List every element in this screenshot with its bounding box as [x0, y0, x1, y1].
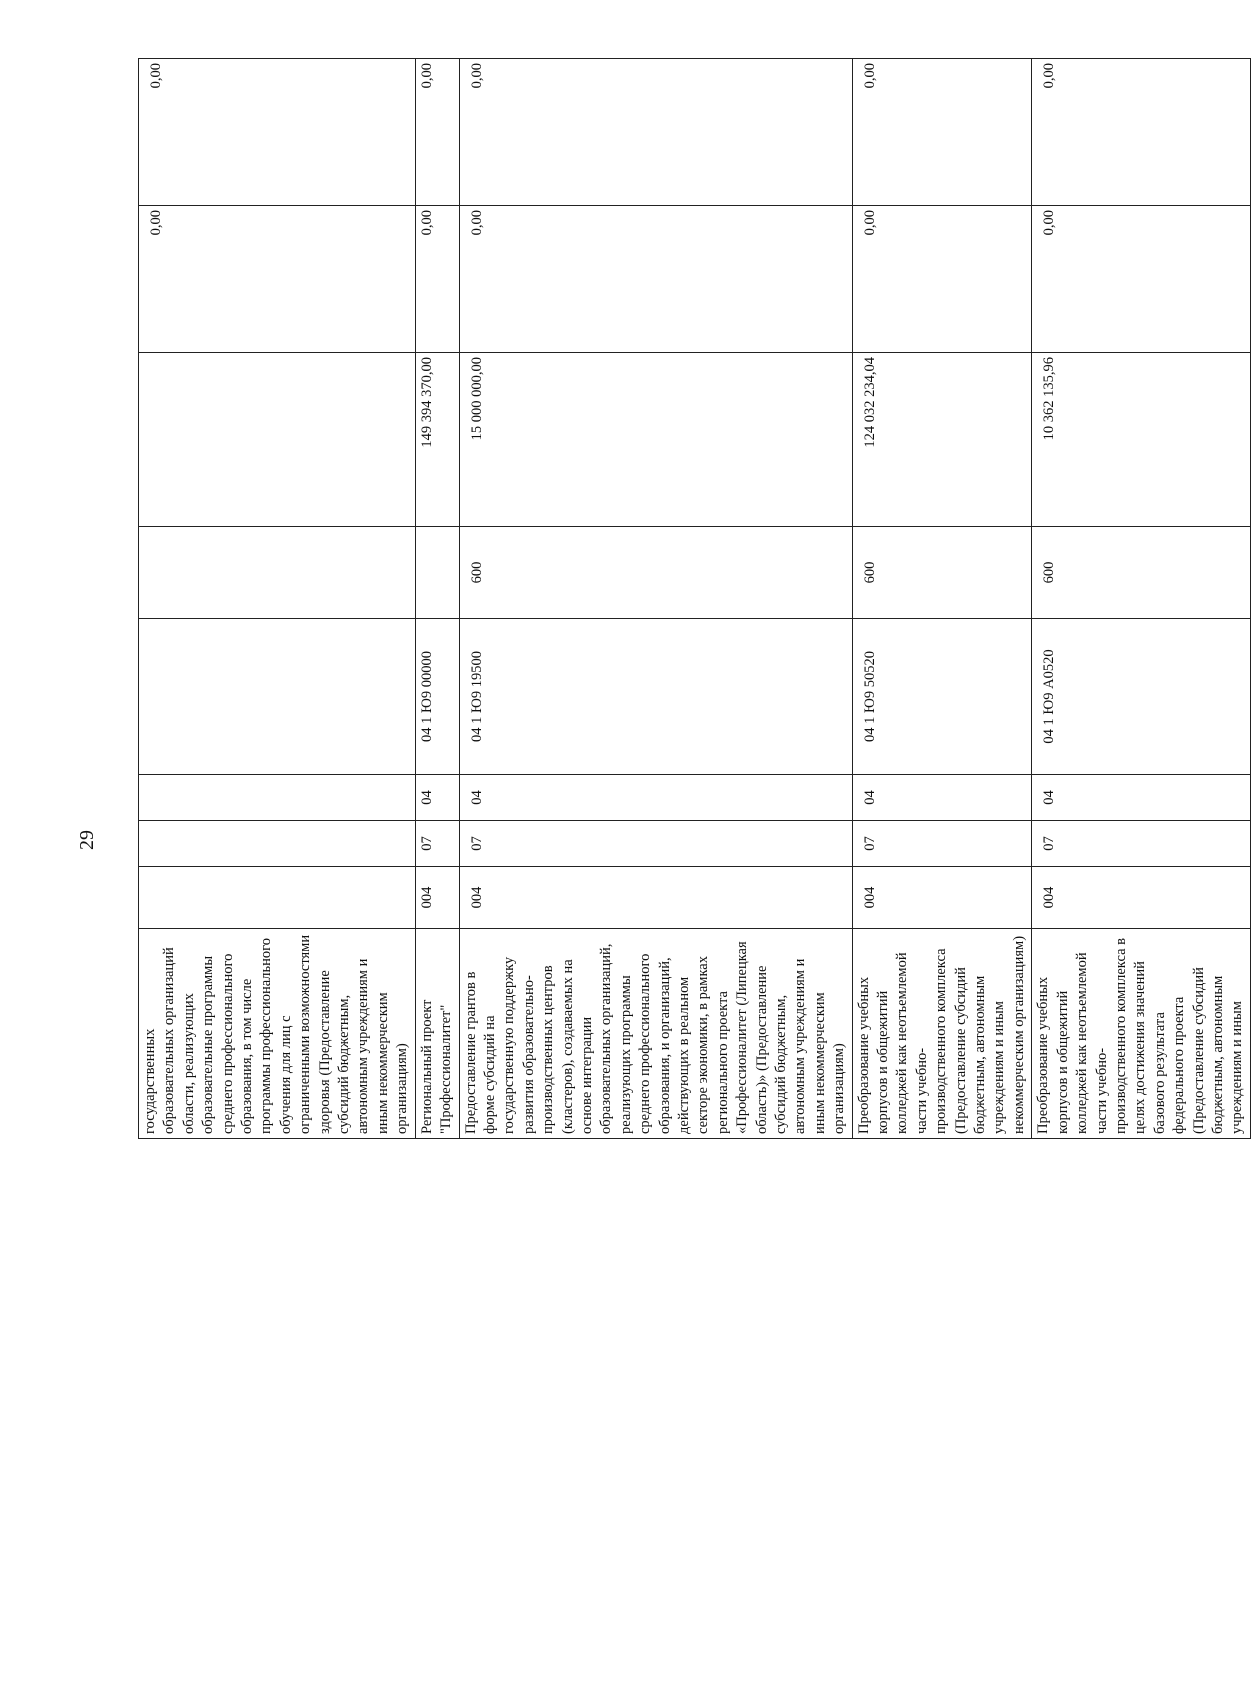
expense-type-code	[415, 527, 459, 619]
section-code: 07	[415, 821, 459, 867]
amount-year-3: 0,00	[415, 59, 459, 206]
ministry-code	[139, 867, 416, 929]
subsection-code: 04	[459, 775, 852, 821]
row-description: Преобразование учебных корпусов и общежитий колледжей как неотъемлемой части учебно-производственного комплекса (Предоставление субсидий бюджетным, автономным учреждениям и иным некоммерческим организациям)	[852, 929, 1032, 1139]
row-description: Региональный проект "Профессионалитет"	[415, 929, 459, 1139]
row-description: государственных образовательных организаций области, реализующих образовательные программы среднего профессионального образования, в том числе программы профессионального обучения для лиц с ограниченными возможностями здоровья (Предоставление субсидий бюджетным, автономным учреждениям и иным некоммерческим организациям)	[139, 929, 416, 1139]
expense-type-code: 600	[852, 527, 1032, 619]
table-row	[459, 59, 852, 1139]
amount-year-1: 149 394 370,00	[415, 353, 459, 527]
subsection-code: 04	[852, 775, 1032, 821]
section-code: 07	[852, 821, 1032, 867]
budget-table	[138, 58, 1251, 1139]
table-row	[1032, 59, 1250, 1139]
target-article-code: 04 1 Ю9 19500	[459, 619, 852, 775]
ministry-code: 004	[415, 867, 459, 929]
target-article-code: 04 1 Ю9 00000	[415, 619, 459, 775]
amount-year-2: 0,00	[1032, 206, 1250, 353]
expense-type-code: 600	[459, 527, 852, 619]
budget-table-rotated	[138, 59, 1246, 1139]
amount-year-1	[139, 353, 416, 527]
subsection-code: 04	[415, 775, 459, 821]
amount-year-2: 0,00	[139, 206, 416, 353]
section-code	[139, 821, 416, 867]
table-row	[139, 59, 416, 1139]
row-description: Предоставление грантов в форме субсидий на государственную поддержку развития образовательно-производственных центров (кластеров), создаваемых на основе интеграции образовательных организаций, реализующих программы среднего профессионального образования, и организаций, действующих в реальном секторе экономики, в рамках регионального проекта «Профессионалитет (Липецкая область)» (Предоставление субсидий бюджетным, автономным учреждениям и иным некоммерческим организациям)	[459, 929, 852, 1139]
subsection-code	[139, 775, 416, 821]
subsection-code: 04	[1032, 775, 1250, 821]
expense-type-code: 600	[1032, 527, 1250, 619]
row-description: Преобразование учебных корпусов и общежитий колледжей как неотъемлемой части учебно-производственного комплекса в целях достижения значений базового результата федерального проекта (Предоставление субсидий бюджетным, автономным учреждениям и иным	[1032, 929, 1250, 1139]
section-code: 07	[459, 821, 852, 867]
amount-year-2: 0,00	[852, 206, 1032, 353]
table-row	[415, 59, 459, 1139]
amount-year-1: 15 000 000,00	[459, 353, 852, 527]
amount-year-3: 0,00	[139, 59, 416, 206]
amount-year-1: 10 362 135,96	[1032, 353, 1250, 527]
ministry-code: 004	[459, 867, 852, 929]
amount-year-3: 0,00	[1032, 59, 1250, 206]
page-number: 29	[75, 830, 98, 850]
amount-year-3: 0,00	[459, 59, 852, 206]
section-code: 07	[1032, 821, 1250, 867]
amount-year-3: 0,00	[852, 59, 1032, 206]
amount-year-2: 0,00	[459, 206, 852, 353]
ministry-code: 004	[852, 867, 1032, 929]
amount-year-2: 0,00	[415, 206, 459, 353]
budget-table-container	[138, 59, 1246, 1139]
target-article-code	[139, 619, 416, 775]
ministry-code: 004	[1032, 867, 1250, 929]
table-row	[852, 59, 1032, 1139]
target-article-code: 04 1 Ю9 А0520	[1032, 619, 1250, 775]
target-article-code: 04 1 Ю9 50520	[852, 619, 1032, 775]
expense-type-code	[139, 527, 416, 619]
amount-year-1: 124 032 234,04	[852, 353, 1032, 527]
